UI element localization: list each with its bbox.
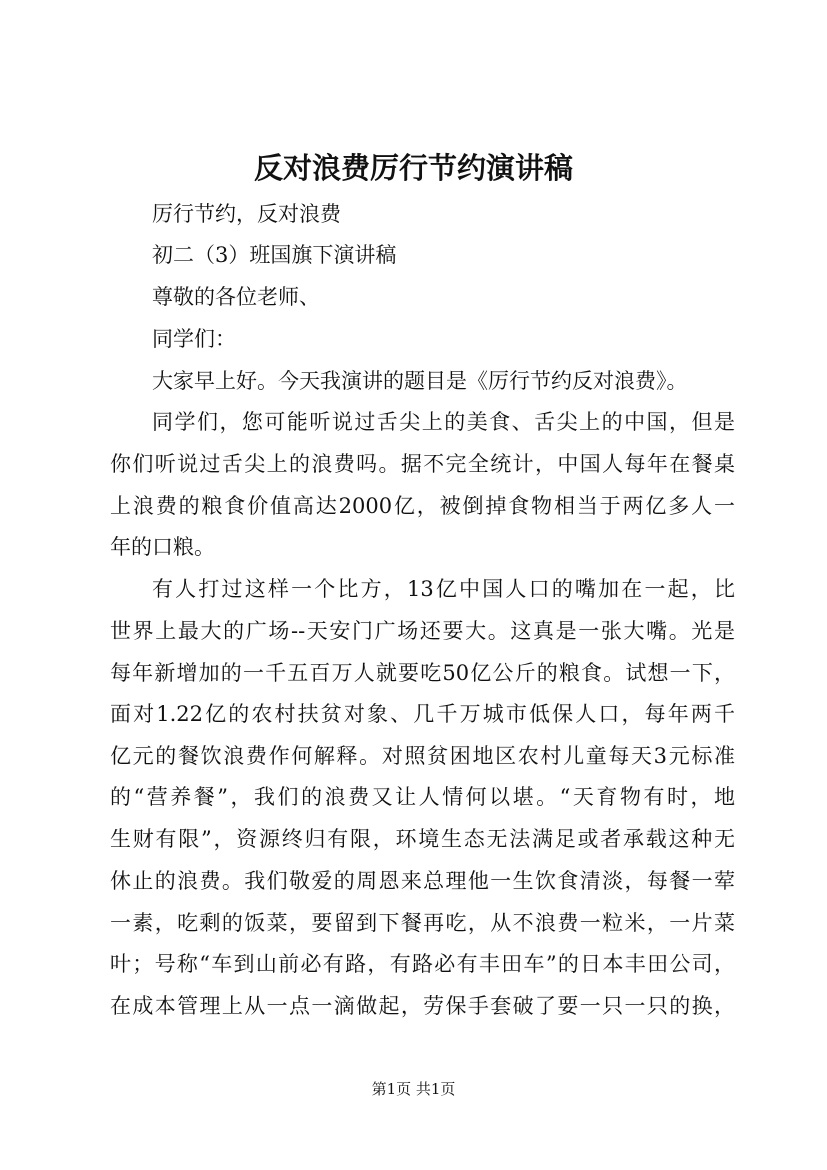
text-line: 叶；号称“车到山前必有路，有路必有丰田车”的日本丰田公司， bbox=[110, 952, 735, 976]
text-line: 厉行节约，反对浪费 bbox=[152, 202, 341, 226]
text-line: 一素，吃剩的饭菜，要留到下餐再吃，从不浪费一粒米，一片菜 bbox=[110, 911, 735, 935]
text-line: 同学们，您可能听说过舌尖上的美食、舌尖上的中国，但是 bbox=[152, 410, 735, 434]
text-line: 世界上最大的广场--天安门广场还要大。这真是一张大嘴。光是 bbox=[110, 619, 735, 643]
text-line: 尊敬的各位老师、 bbox=[152, 285, 320, 309]
text-line: 大家早上好。今天我演讲的题目是《厉行节约反对浪费》。 bbox=[152, 369, 688, 393]
document-title: 反对浪费厉行节约演讲稿 bbox=[253, 151, 573, 185]
text-line: 上浪费的粮食价值高达2000亿，被倒掉食物相当于两亿多人一 bbox=[110, 494, 735, 518]
text-line: 你们听说过舌尖上的浪费吗。据不完全统计，中国人每年在餐桌 bbox=[110, 452, 735, 476]
text-line: 每年新增加的一千五百万人就要吃50亿公斤的粮食。试想一下， bbox=[110, 661, 735, 685]
text-line: 亿元的餐饮浪费作何解释。对照贫困地区农村儿童每天3元标准 bbox=[110, 744, 735, 768]
text-line: 休止的浪费。我们敬爱的周恩来总理他一生饮食清淡，每餐一荤 bbox=[110, 869, 735, 893]
text-line: 年的口粮。 bbox=[110, 535, 215, 559]
page-footer: 第1页 共1页 bbox=[371, 1080, 456, 1098]
text-line: 有人打过这样一个比方，13亿中国人口的嘴加在一起，比 bbox=[152, 577, 735, 601]
text-line: 面对1.22亿的农村扶贫对象、几千万城市低保人口，每年两千 bbox=[110, 702, 735, 726]
text-line: 同学们： bbox=[152, 327, 236, 351]
text-line: 在成本管理上从一点一滴做起，劳保手套破了要一只一只的换， bbox=[110, 994, 735, 1018]
text-line: 生财有限”，资源终归有限，环境生态无法满足或者承载这种无 bbox=[110, 827, 735, 851]
text-line: 的“营养餐”，我们的浪费又让人情何以堪。“天育物有时，地 bbox=[110, 785, 735, 809]
text-line: 初二（3）班国旗下演讲稿 bbox=[152, 243, 397, 267]
